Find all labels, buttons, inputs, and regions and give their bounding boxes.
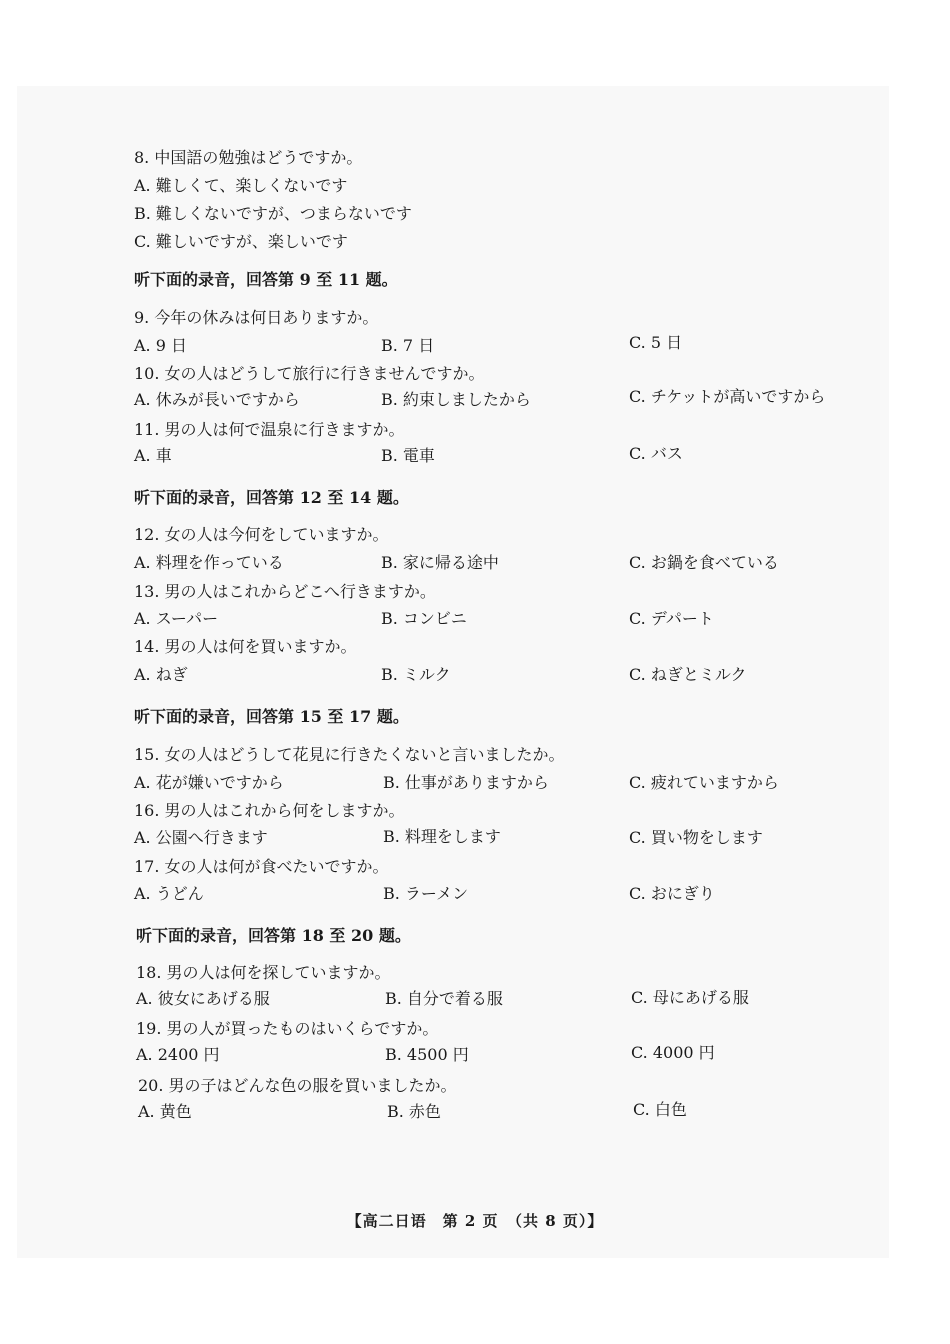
option-19b: B. 4500 円: [385, 1045, 469, 1064]
question-12: 12. 女の人は今何をしていますか。: [134, 525, 389, 544]
option-16a: A. 公園へ行きます: [134, 828, 268, 847]
question-17: 17. 女の人は何が食べたいですか。: [134, 857, 389, 876]
option-15a: A. 花が嫌いですから: [134, 773, 284, 792]
option-15b: B. 仕事がありますから: [383, 773, 549, 792]
option-11c: C. バス: [629, 444, 683, 463]
question-18: 18. 男の人は何を探していますか。: [136, 963, 391, 982]
option-17b: B. ラーメン: [383, 884, 469, 903]
option-17a: A. うどん: [134, 884, 204, 903]
option-14a: A. ねぎ: [134, 665, 188, 684]
option-9c: C. 5 日: [629, 333, 683, 352]
option-10c: C. チケットが高いですから: [629, 387, 826, 406]
section-heading-12-14: 听下面的录音，回答第 12 至 14 题。: [134, 488, 409, 507]
option-20b: B. 赤色: [387, 1102, 441, 1121]
option-16c: C. 買い物をします: [629, 828, 763, 847]
question-11: 11. 男の人は何で温泉に行きますか。: [134, 420, 405, 439]
option-17c: C. おにぎり: [629, 884, 715, 903]
section-heading-15-17: 听下面的录音，回答第 15 至 17 题。: [134, 707, 409, 726]
option-14c: C. ねぎとミルク: [629, 665, 747, 684]
option-16b: B. 料理をします: [383, 827, 501, 846]
question-13: 13. 男の人はこれからどこへ行きますか。: [134, 582, 436, 601]
option-13a: A. スーパー: [134, 609, 219, 628]
question-10: 10. 女の人はどうして旅行に行きませんですか。: [134, 364, 485, 383]
section-heading-9-11: 听下面的录音，回答第 9 至 11 题。: [134, 270, 398, 289]
question-20: 20. 男の子はどんな色の服を買いましたか。: [138, 1076, 457, 1095]
option-11b: B. 電車: [381, 446, 435, 465]
question-14: 14. 男の人は何を買いますか。: [134, 637, 357, 656]
option-10a: A. 休みが長いですから: [134, 390, 300, 409]
option-8a: A. 難しくて、楽しくないです: [134, 176, 348, 195]
option-8c: C. 難しいですが、楽しいです: [134, 232, 348, 251]
option-20c: C. 白色: [633, 1100, 687, 1119]
question-9: 9. 今年の休みは何日ありますか。: [134, 308, 379, 327]
page-footer: 【高二日语 第 2 页 （共 8 页）】: [346, 1212, 604, 1230]
option-12c: C. お鍋を食べている: [629, 553, 779, 572]
question-19: 19. 男の人が買ったものはいくらですか。: [136, 1019, 439, 1038]
option-12b: B. 家に帰る途中: [381, 553, 499, 572]
option-18a: A. 彼女にあげる服: [136, 989, 270, 1008]
option-8b: B. 難しくないですが、つまらないです: [134, 204, 412, 223]
question-16: 16. 男の人はこれから何をしますか。: [134, 801, 405, 820]
option-13c: C. デパート: [629, 609, 714, 628]
option-18b: B. 自分で着る服: [385, 989, 503, 1008]
option-14b: B. ミルク: [381, 665, 451, 684]
option-10b: B. 約束しましたから: [381, 390, 531, 409]
question-15: 15. 女の人はどうして花見に行きたくないと言いましたか。: [134, 745, 565, 764]
option-20a: A. 黄色: [138, 1102, 192, 1121]
option-9b: B. 7 日: [381, 336, 435, 355]
option-9a: A. 9 日: [134, 336, 187, 355]
option-18c: C. 母にあげる服: [631, 988, 749, 1007]
option-11a: A. 車: [134, 446, 172, 465]
option-19c: C. 4000 円: [631, 1043, 715, 1062]
option-15c: C. 疲れていますから: [629, 773, 779, 792]
option-13b: B. コンビニ: [381, 609, 467, 628]
section-heading-18-20: 听下面的录音，回答第 18 至 20 题。: [136, 926, 411, 945]
question-8: 8. 中国語の勉強はどうですか。: [134, 148, 363, 167]
option-12a: A. 料理を作っている: [134, 553, 284, 572]
option-19a: A. 2400 円: [136, 1045, 220, 1064]
